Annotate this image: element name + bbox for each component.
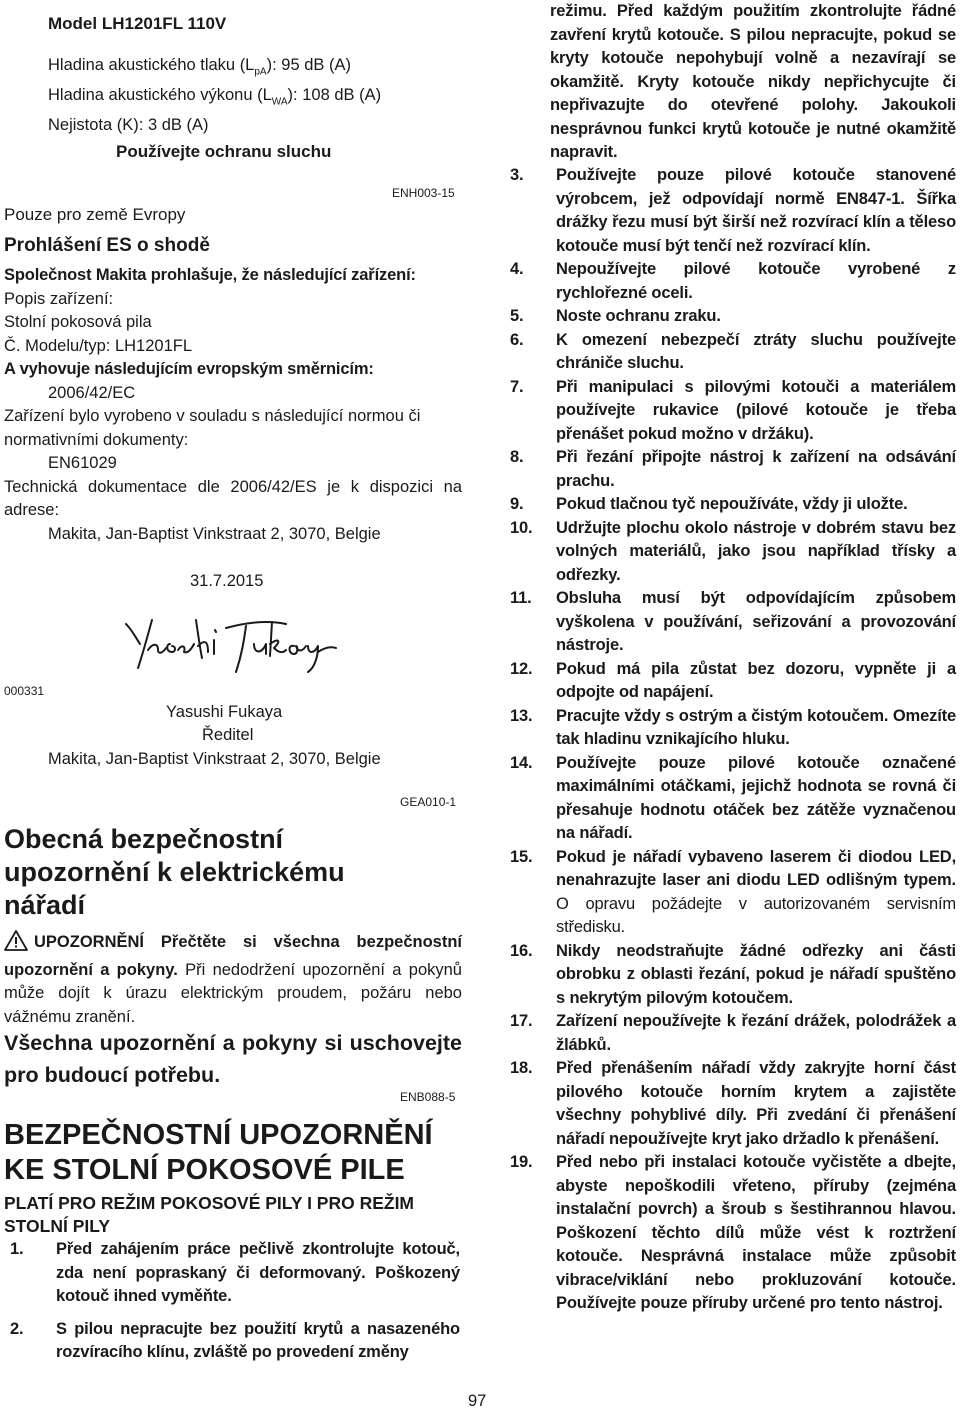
list-item: 12. Pokud má pila zůstat bez dozoru, vypněte ji a odpojte od napájení. <box>510 659 956 701</box>
declaration-company: Společnost Makita prohlašuje, že následující zařízení: <box>4 266 416 284</box>
declaration-techdoc: Technická dokumentace dle 2006/42/ES je k dispozici na adrese: <box>4 477 462 519</box>
left-safety-list <box>4 1238 460 1365</box>
list-item: 10. Udržujte plochu okolo nástroje v dobrém stavu bez volných materiálů, jako jsou například třísky a odřezky. <box>510 518 956 584</box>
section-code-enb: ENB088-5 <box>400 1090 456 1104</box>
keep-instructions-note: Všechna upozornění a pokyny si uschovejte pro budoucí potřebu. <box>4 1031 462 1087</box>
warning-triangle-icon <box>4 929 28 959</box>
noise-list <box>48 54 381 137</box>
list-item: 16. Nikdy neodstraňujte žádné odřezky ani části obrobku z oblasti řezání, pokud je nářadí spuštěno s nekrytým pilovým kotoučem. <box>510 941 956 1007</box>
list-item: 15. Pokud je nářadí vybaveno laserem či diodou LED, nenahrazujte laser ani diodu LED odlišným typem. O opravu požádejte v autorizovaném servisním středisku. <box>510 847 956 936</box>
list-item: 11. Obsluha musí být odpovídajícím způsobem vyškolena v používání, seřizování a provozování nástroje. <box>510 589 956 654</box>
signer-role: Ředitel <box>202 726 254 744</box>
saw-safety-title: BEZPEČNOSTNÍ UPOZORNĚNÍ KE STOLNÍ POKOSOVÉ PILE <box>4 1119 433 1186</box>
list-item: 17. Zařízení nepoužívejte k řezání drážek, polodrážek a žlábků. <box>510 1012 956 1054</box>
list-item: 14. Používejte pouze pilové kotouče označené maximálními otáčkami, jejichž hodnota se rovná či přesahuje hodnotu otáček bez zátěže vyznačenou na nářadí. <box>510 753 956 842</box>
declaration-title: Prohlášení ES o shodě <box>4 235 210 256</box>
noise-line-1: Hladina akustického tlaku $(L_{pA})$: 95 dB (A) <box>48 56 351 78</box>
list-item: 18. Před přenášením nářadí vždy zakryjte horní část pilového kotouče horním krytem a zajistěte všechny pohyblivé díly. Při zvedání či přenášení nářadí nepoužívejte kryt jako držadlo k přenášení. <box>510 1059 956 1148</box>
model-heading: Model LH1201FL 110V <box>48 14 227 33</box>
section-code-gea: GEA010-1 <box>400 795 457 809</box>
right-safety-list <box>510 164 956 1316</box>
list-item: 5. Noste ochranu zraku. <box>510 307 721 325</box>
declaration-directive-value: 2006/42/EC <box>48 383 136 402</box>
declaration-address: Makita, Jan-Baptist Vinkstraat 2, 3070, Belgie <box>48 524 381 543</box>
hearing-protection-note: Používejte ochranu sluchu <box>116 142 332 161</box>
declaration-address-2: Makita, Jan-Baptist Vinkstraat 2, 3070, Belgie <box>48 750 381 768</box>
europe-only-label: Pouze pro země Evropy <box>4 205 186 224</box>
right-continuation: režimu. Před každým použitím zkontrolujte řádné zavření krytů kotouče. S pilou nepracujte, pokud se kryty kotouče nepohybují volně a nezavírají se okamžitě. Kryty kotouče nikdy nepřichycujte či nepřivazujte do otevřené polohy. Jakoukoli nesprávnou funkci krytů kotouče je nutné okamžitě napravit. <box>550 2 956 161</box>
declaration-date: 31.7.2015 <box>190 572 264 590</box>
noise-line-2: Hladina akustického výkonu $(L_{WA})$: 108 dB (A) <box>48 85 382 108</box>
list-item: 13. Pracujte vždy s ostrým a čistým kotoučem. Omezíte tak hladinu vznikajícího hluku. <box>510 706 956 748</box>
list-item: 3. Používejte pouze pilové kotouče stanovené výrobcem, jež odpovídají normě EN847-1. Šířka drážky řezu musí být širší než rozvírací klín a těleso kotouče musí být tenčí než rozvírací klín. <box>510 166 956 255</box>
signature-image <box>118 610 343 676</box>
declaration-directives: A vyhovuje následujícím evropským směrnicím: <box>4 360 374 378</box>
general-warning: UPOZORNĚNÍ Přečtěte si všechna bezpečnostní upozornění a pokyny. Při nedodržení upozornění a pokynů může dojít k úrazu elektrickým proudem, požáru nebo vážnému zranění. <box>4 929 462 1029</box>
list-item: 2. S pilou nepracujte bez použití krytů a nasazeného rozvíracího klínu, zvláště po provedení změny <box>10 1319 460 1361</box>
declaration-desc-value: Stolní pokosová pila <box>4 313 152 331</box>
declaration-desc-label: Popis zařízení: <box>4 289 114 308</box>
declaration-body <box>4 264 462 546</box>
declaration-standards: Zařízení bylo vyrobeno v souladu s následující normou či normativními dokumenty: <box>4 407 421 449</box>
section-code-331: 000331 <box>4 684 45 698</box>
page-number: 97 <box>468 1392 487 1410</box>
list-item: 6. K omezení nebezpečí ztráty sluchu používejte chrániče sluchu. <box>510 330 956 372</box>
general-safety-title: Obecná bezpečnostní upozornění k elektrickému nářadí <box>4 824 345 920</box>
list-item: 8. Při řezání připojte nástroj k zařízení na odsávání prachu. <box>510 448 956 490</box>
section-code-enh: ENH003-15 <box>392 186 455 200</box>
declaration-model: Č. Modelu/typ: LH1201FL <box>4 336 193 355</box>
list-item: 9. Pokud tlačnou tyč nepoužíváte, vždy ji uložte. <box>510 495 908 513</box>
declaration-standard-value: EN61029 <box>48 454 117 472</box>
list-item: 4. Nepoužívejte pilové kotouče vyrobené z rychlořezné oceli. <box>510 260 956 302</box>
list-item: 1. Před zahájením práce pečlivě zkontrolujte kotouč, zda není popraskaný či deformovaný. Poškozený kotouč ihned vyměňte. <box>10 1240 460 1305</box>
signer-name: Yasushi Fukaya <box>166 703 283 721</box>
list-item: 7. Při manipulaci s pilovými kotouči a materiálem používejte rukavice (pilové kotouče je třeba přenášet pokud možno v držáku). <box>510 377 956 443</box>
list-item: 19. Před nebo při instalaci kotouče vyčistěte a dbejte, abyste nepoškodili vřeteno, příruby (zejména instalační povrch) a šroub s šestihrannou hlavou. Poškození těchto dílů může vést k roztržení kotouče. Nesprávná instalace může způsobit vibrace/viklání nebo prokluzování kotouče. Používejte pouze příruby určené pro tento nástroj. <box>510 1153 956 1312</box>
noise-line-3: Nejistota (K): 3 dB (A) <box>48 115 209 134</box>
mode-applicability-title: PLATÍ PRO REŽIM POKOSOVÉ PILY I PRO REŽIM STOLNÍ PILY <box>4 1193 415 1236</box>
